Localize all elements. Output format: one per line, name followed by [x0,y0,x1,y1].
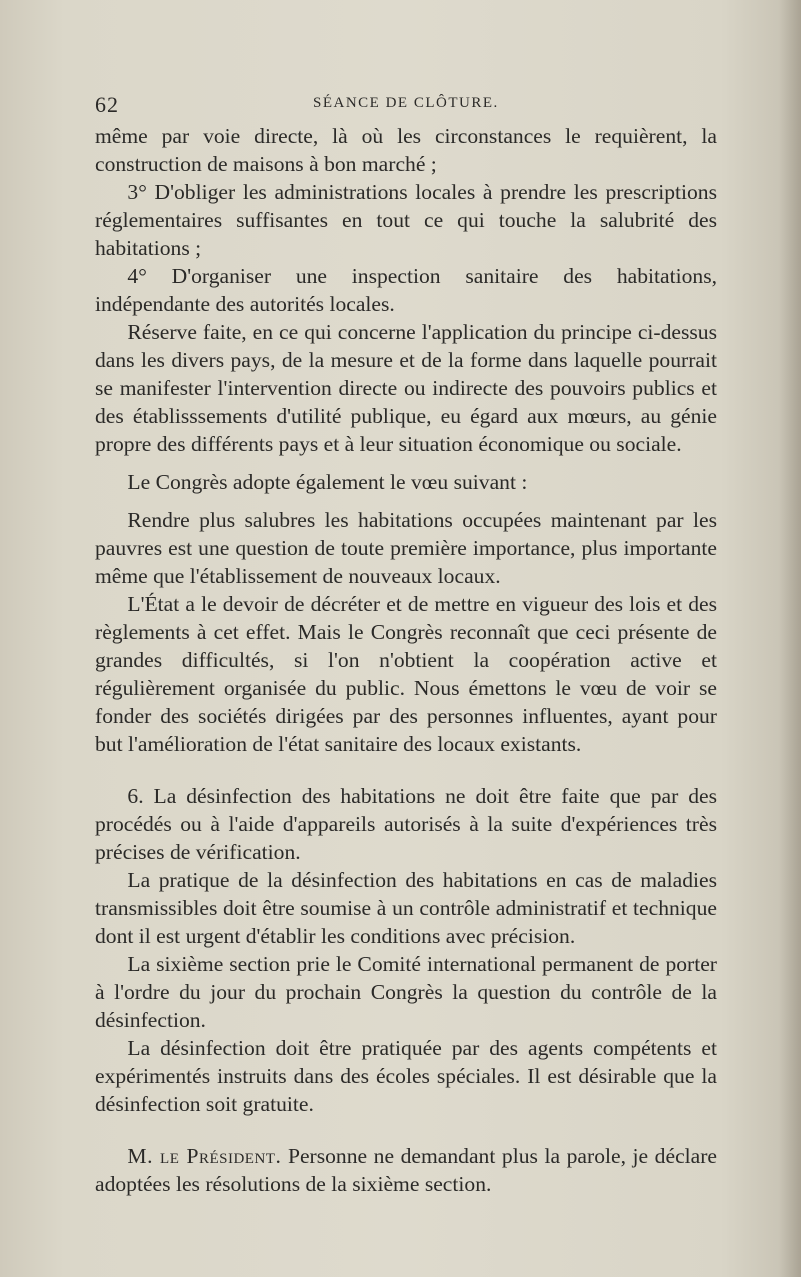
body-text [95,122,717,1198]
running-head [95,92,715,116]
paragraph-section-6: 6. La désinfection des habitations ne doit être faite que par des procédés ou à l'aide d'appareils autorisés à la suite d'expériences très précises de vérification. [95,784,717,864]
paragraph-item-4: 4° D'organiser une inspection sanitaire des habitations, indépendante des autorités locales. [95,264,717,316]
page-number: 62 [95,92,119,117]
paragraph-item-3: 3° D'obliger les administrations locales à prendre les prescriptions réglementaires suffisantes en tout ce qui touche la salubrité des habitations ; [95,180,717,260]
paragraph-continuation: même par voie directe, là où les circonstances le requièrent, la construction de maisons à bon marché ; [95,124,717,176]
paragraph-salubrity: Rendre plus salubres les habitations occupées maintenant par les pauvres est une question de toute première importance, plus importante même que l'établissement de nouveaux locaux. [95,508,717,588]
speaker-name: M. le Président. [127,1144,282,1168]
paragraph-sixth-section: La sixième section prie le Comité international permanent de porter à l'ordre du jour du prochain Congrès la question du contrôle de la désinfection. [95,952,717,1032]
paragraph-state-duty: L'État a le devoir de décréter et de mettre en vigueur des lois et des règlements à cet effet. Mais le Congrès reconnaît que ceci présente de grandes difficultés, si l'on n'obtient la coopération active et régulièrement organisée du public. Nous émettons le vœu de voir se fonder des sociétés dirigées par des personnes influentes, ayant pour but l'amélioration de l'état sanitaire des locaux existants. [95,592,717,756]
paragraph-reservation: Réserve faite, en ce qui concerne l'application du principe ci-dessus dans les divers pays, de la mesure et de la forme dans laquelle pourrait se manifester l'intervention directe ou indirecte des pouvoirs publics et des établisssements d'utilité publique, eu égard aux mœurs, au génie propre des différents pays et à leur situation économique ou sociale. [95,320,717,456]
paragraph-congress-vow: Le Congrès adopte également le vœu suivant : [127,470,528,494]
paragraph-disinfection-agents: La désinfection doit être pratiquée par des agents compétents et expérimentés instruits dans des écoles spéciales. Il est désirable que la désinfection soit gratuite. [95,1036,717,1116]
running-title: SÉANCE DE CLÔTURE. [313,95,499,111]
paragraph-disinfection-practice: La pratique de la désinfection des habitations en cas de maladies transmissibles doit être soumise à un contrôle administratif et technique dont il est urgent d'établir les conditions avec précision. [95,868,717,948]
paragraph-president [95,1142,717,1198]
president-statement: Personne ne demandant plus la parole, je déclare adoptées les résolutions de la sixième section. [95,1144,718,1196]
